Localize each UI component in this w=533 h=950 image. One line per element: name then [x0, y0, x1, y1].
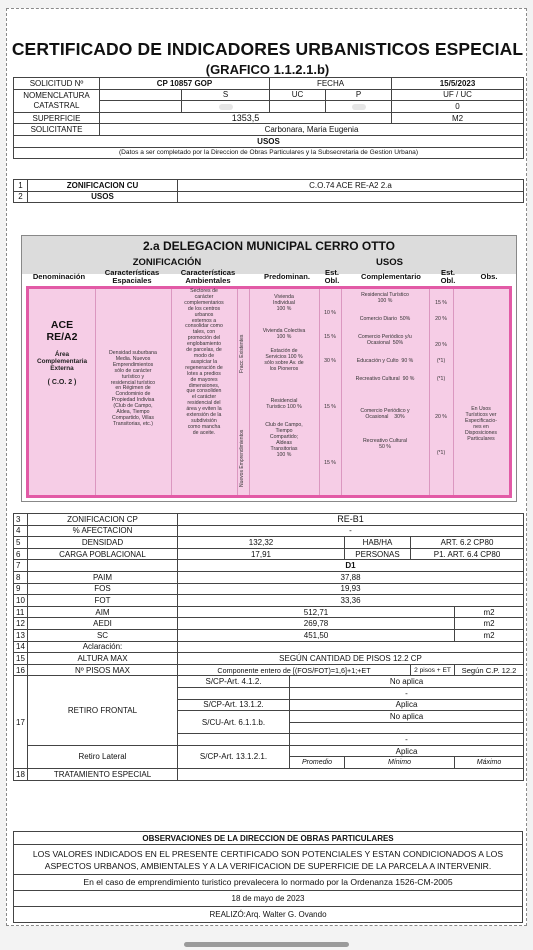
usos-value [178, 191, 524, 203]
zone-ref: ( C.O. 2 ) [47, 379, 77, 386]
table-row [14, 618, 524, 630]
retiro-art-4: S/CP-Art. 13.1.2.1. [178, 745, 290, 768]
table-row [14, 745, 524, 757]
retiro-lateral-label: Retiro Lateral [28, 745, 178, 768]
col-est2-1: Est. [441, 268, 455, 277]
fracc-existentes: Fracc. Existentes [239, 334, 245, 373]
zone-name: Área Complementaria Externa [36, 351, 88, 373]
row-number: 6 [14, 548, 28, 560]
table-row [14, 769, 524, 781]
row-number: 5 [14, 537, 28, 549]
table-row [14, 875, 523, 891]
table-row [14, 560, 524, 572]
fecha-emision: 18 de mayo de 2023 [14, 891, 523, 907]
pred-a-est: 10 % [324, 310, 336, 316]
solicitante-value: Carbonara, Maria Eugenia [100, 124, 524, 136]
comp-g-est: (*1) [436, 450, 446, 456]
densidad-unit: HAB/HA [345, 537, 411, 549]
table-row [14, 135, 524, 147]
table-row [14, 641, 524, 653]
retiro-art-empty [178, 687, 290, 699]
table-row [14, 537, 524, 549]
d1-value: D1 [178, 560, 524, 572]
observaciones-table [13, 831, 523, 923]
col-complementario: Complementario [361, 272, 421, 281]
pink-body [29, 289, 509, 495]
row-number: 11 [14, 606, 28, 618]
usos-label: USOS [28, 191, 178, 203]
home-indicator[interactable] [184, 942, 349, 947]
row-number: 3 [14, 514, 28, 526]
comp-d-est: (*1) [436, 358, 446, 364]
afectacion-value: - [178, 525, 524, 537]
promedio-label: Promedio [290, 757, 345, 769]
pred-e-est: 15 % [324, 460, 336, 466]
comp-a-est: 15 % [435, 300, 447, 306]
pisos-value: 2 pisos + ET [411, 664, 455, 676]
nomenclatura-label: NOMENCLATURA CATASTRAL [14, 89, 100, 112]
table-row [14, 664, 524, 676]
pred-d-est: 15 % [324, 404, 336, 410]
table-row [14, 653, 524, 665]
table-row [14, 583, 524, 595]
carga-value: 17,91 [178, 548, 345, 560]
densidad-label: DENSIDAD [28, 537, 178, 549]
certificate-title: CERTIFICADO DE INDICADORES URBANISTICOS ESPECIAL [11, 39, 524, 59]
comp-b-est: 20 % [435, 316, 447, 322]
table-row [14, 112, 524, 124]
nomenclatura-p: P [326, 89, 392, 101]
aclaracion-label: Aclaración: [28, 641, 178, 653]
nomenclatura-cell [100, 89, 182, 101]
zonificacion-cu-label: ZONIFICACION CU [28, 180, 178, 192]
fos-label: FOS [28, 583, 178, 595]
ordenanza-note: En el caso de emprendimiento turistico prevalecera lo normado por la Ordenanza 1526-CM-2005 [14, 875, 523, 891]
densidad-ref: ART. 6.2 CP80 [411, 537, 524, 549]
redacted-cell [100, 101, 182, 113]
col-est2-2: Obl. [440, 276, 456, 285]
fos-value: 19,93 [178, 583, 524, 595]
pisos-label: Nº PISOS MAX [28, 664, 178, 676]
comp-d: Educación y Culto 90 % [356, 358, 414, 364]
paim-value: 37,88 [178, 571, 524, 583]
nomenclatura-s: S [182, 89, 270, 101]
table-row [14, 907, 523, 923]
col-denominacion: Denominación [32, 272, 86, 281]
pink-frame [26, 286, 512, 498]
maximo-label: Máximo [455, 757, 524, 769]
row-number: 14 [14, 641, 28, 653]
table-row [14, 180, 524, 192]
pred-e: Club de Campo, Tiempo Compartido; Aldeas Transitorias 100 % [265, 422, 303, 458]
redacted-cell [326, 101, 392, 113]
row-number: 10 [14, 595, 28, 607]
col-car-esp-1: Características [104, 268, 160, 277]
aedi-label: AEDI [28, 618, 178, 630]
solicitud-value: CP 10857 GOP [100, 78, 270, 90]
comp-c-est: 20 % [435, 342, 447, 348]
comp-f-est: 20 % [435, 414, 447, 420]
pred-a: Vivienda Individual 100 % [273, 294, 295, 312]
nuevos-emprendimientos: Nuevos Emprendimientos [239, 429, 245, 487]
row-number: 15 [14, 653, 28, 665]
table-row [14, 89, 524, 101]
zonificacion-table [13, 179, 524, 203]
row-number: 12 [14, 618, 28, 630]
redacted-cell [182, 101, 270, 113]
fecha-value: 15/5/2023 [392, 78, 524, 90]
table-row [14, 571, 524, 583]
row-number: 13 [14, 629, 28, 641]
altura-label: ALTURA MAX [28, 653, 178, 665]
col-obs: Obs. [480, 272, 498, 281]
solicitante-label: SOLICITANTE [14, 124, 100, 136]
d1-label-cell [28, 560, 178, 572]
certificate-subtitle: (GRAFICO 1.1.2.1.b) [205, 62, 330, 77]
certificate-sheet [6, 8, 527, 926]
sc-label: SC [28, 629, 178, 641]
afectacion-label: % AFECTACION [28, 525, 178, 537]
col-car-esp-2: Espaciales [112, 276, 152, 285]
retiro-val-1: No aplica [290, 676, 524, 688]
solicitud-label: SOLICITUD Nº [14, 78, 100, 90]
retiro-val-3: No aplica [290, 711, 524, 723]
fecha-label: FECHA [270, 78, 392, 90]
retiro-val-4: Aplica [290, 745, 524, 757]
superficie-unit: M2 [392, 112, 524, 124]
retiro-art-3: S/CU-Art. 6.1.1.b. [178, 711, 290, 734]
zonificacion-cp-label: ZONIFICACION CP [28, 514, 178, 526]
superficie-value: 1353,5 [100, 112, 392, 124]
pred-b: Vivienda Colectiva 100 % [262, 328, 306, 340]
comp-g: Recreativo Cultural 50 % [362, 438, 408, 450]
pred-d: Residencial Turistico 100 % [266, 398, 302, 410]
altura-value: SEGÚN CANTIDAD DE PISOS 12.2 CP [178, 653, 524, 665]
nota: (Datos a ser completado por la Direccion de Obras Particulares y la Subsecretaria de Gestion Urbana) [14, 147, 524, 159]
zone-code: ACE RE/A2 [46, 319, 78, 343]
pred-c-est: 30 % [324, 358, 336, 364]
observaciones-title: OBSERVACIONES DE LA DIRECCION DE OBRAS PARTICULARES [14, 832, 523, 845]
nomenclatura-uc: UC [270, 89, 326, 101]
fot-value: 33,36 [178, 595, 524, 607]
retiro-empty [290, 722, 524, 734]
row-number: 18 [14, 769, 28, 781]
observaciones-usos: En Usos Turísticos ver Especificacio- nes en Disposiciones Particulares [464, 406, 497, 442]
table-row [14, 191, 524, 203]
col-est-1: Est. [325, 268, 339, 277]
carga-label: CARGA POBLACIONAL [28, 548, 178, 560]
minimo-label: Mínimo [345, 757, 455, 769]
superficie-label: SUPERFICIE [14, 112, 100, 124]
indicators-table [13, 513, 524, 781]
request-data-table [13, 77, 524, 159]
comp-e-est: (*1) [436, 376, 446, 382]
aim-label: AIM [28, 606, 178, 618]
aclaracion-value [178, 641, 524, 653]
comp-e: Recreativo Cultural 90 % [355, 376, 415, 382]
table-row [14, 525, 524, 537]
row-number: 1 [14, 180, 28, 192]
pisos-ref: Según C.P. 12.2 [455, 664, 524, 676]
fot-label: FOT [28, 595, 178, 607]
table-row [14, 832, 523, 845]
row-number: 7 [14, 560, 28, 572]
retiro-art-2: S/CP-Art. 13.1.2. [178, 699, 290, 711]
col-car-amb-1: Características [180, 268, 236, 277]
aim-unit: m2 [455, 606, 524, 618]
nomenclatura-zero: 0 [392, 101, 524, 113]
nomenclatura-ufuc: UF / UC [392, 89, 524, 101]
retiro-frontal-label: RETIRO FRONTAL [28, 676, 178, 746]
col-car-amb-2: Ambientales [185, 276, 231, 285]
aedi-unit: m2 [455, 618, 524, 630]
row-number: 4 [14, 525, 28, 537]
comp-b: Comercio Diario 50% [359, 316, 411, 322]
row-number: 9 [14, 583, 28, 595]
caracteristicas-espaciales: Densidad suburbana Media. Nuevos Emprendimientos sólo de carácter turístico y residencial turístico en Régimen de Condominio de Propiedad Indivisa (Club de Campo, Aldea, Tiempo Compartido, Villas Transitorias, etc.) [109, 350, 157, 427]
retiro-dash-2: - [290, 734, 524, 746]
tratamiento-value [178, 769, 524, 781]
pred-c: Estación de Servicios 100 % sólo sobre Av. de los Pioneros [264, 348, 304, 372]
table-row [14, 147, 524, 159]
comp-a: Residencial Turístico 100 % [361, 292, 409, 304]
table-row [14, 891, 523, 907]
caracteristicas-ambientales: Sectores de carácter complementarios de los centros urbanos externos a consolidar como tales, con promoción del englobamiento de parcelas, de modo de auspiciar la regeneración de lotes a predios de mayores dimensiones, que consoliden el carácter residencial del área y eviten la extensión de la subdivisión como mancha de aceite. [184, 288, 224, 436]
table-row [14, 845, 523, 875]
row-number: 17 [14, 676, 28, 769]
delegacion-table-image [21, 235, 517, 502]
table-row [14, 629, 524, 641]
delegacion-title: 2.a DELEGACION MUNICIPAL CERRO OTTO [142, 239, 396, 253]
row-number: 16 [14, 664, 28, 676]
observaciones-paragraph: LOS VALORES INDICADOS EN EL PRESENTE CERTIFICADO SON POTENCIALES Y ESTAN CONDICIONADOS A LOS ASPECTOS URBANOS, AMBIENTALES Y A LA VERIFICACION DE SUPERFICIE DE LA PARCELA A INTERVENIR. [14, 845, 523, 875]
aim-value: 512,71 [178, 606, 455, 618]
sc-value: 451,50 [178, 629, 455, 641]
paim-label: PAIM [28, 571, 178, 583]
zonificacion-cp-value: RE-B1 [178, 514, 524, 526]
realizo: REALIZÓ:Arq. Walter G. Ovando [14, 907, 523, 923]
table-row [14, 78, 524, 90]
sc-unit: m2 [455, 629, 524, 641]
aedi-value: 269,78 [178, 618, 455, 630]
retiro-art-empty [178, 734, 290, 746]
usos-header: USOS [14, 135, 524, 147]
carga-ref: P1. ART. 6.4 CP80 [411, 548, 524, 560]
tratamiento-label: TRATAMIENTO ESPECIAL [28, 769, 178, 781]
zonificacion-header: ZONIFICACIÓN [132, 257, 202, 268]
retiro-val-2: Aplica [290, 699, 524, 711]
pisos-formula: Componente entero de [(FOS/FOT)=1,6]+1;+ET [178, 664, 411, 676]
retiro-art-1: S/CP-Art. 4.1.2. [178, 676, 290, 688]
comp-f: Comercio Periódico y Ocasional 30% [360, 408, 410, 420]
table-row [14, 606, 524, 618]
zonificacion-cu-value: C.O.74 ACE RE-A2 2.a [178, 180, 524, 192]
col-predominan: Predominan. [264, 272, 310, 281]
densidad-value: 132,32 [178, 537, 345, 549]
usos-header-deleg: USOS [376, 257, 403, 268]
carga-unit: PERSONAS [345, 548, 411, 560]
col-est-2: Obl. [324, 276, 340, 285]
table-row [14, 676, 524, 688]
comp-c: Comercio Periódico y/u Ocasional 50% [358, 334, 412, 346]
pred-b-est: 15 % [324, 334, 336, 340]
table-row [14, 595, 524, 607]
table-row [14, 514, 524, 526]
table-row [14, 124, 524, 136]
row-number: 2 [14, 191, 28, 203]
redacted-cell [270, 101, 326, 113]
table-row [14, 548, 524, 560]
retiro-dash: - [290, 687, 524, 699]
row-number: 8 [14, 571, 28, 583]
